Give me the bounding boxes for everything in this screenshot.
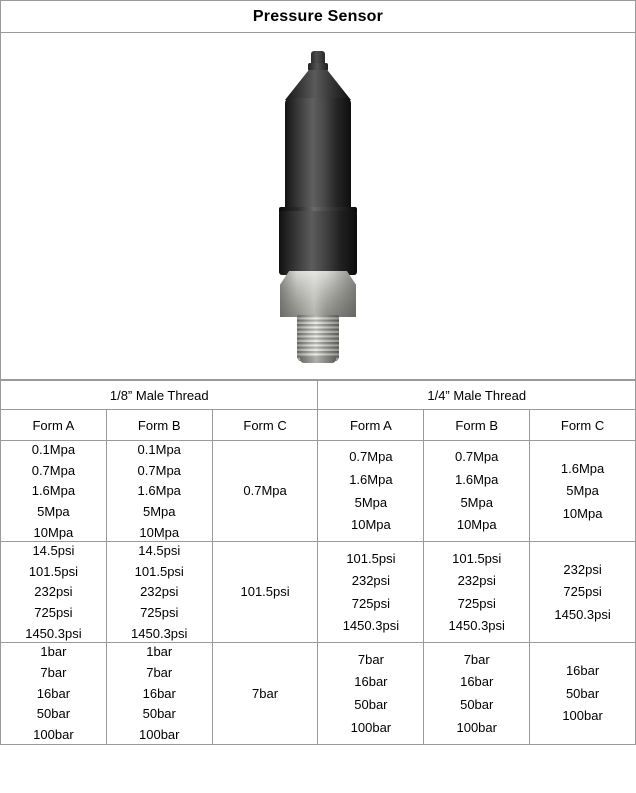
value-item: 232psi xyxy=(140,584,179,600)
value-item: 10Mpa xyxy=(351,517,391,533)
value-item: 16bar xyxy=(460,674,494,690)
value-item: 50bar xyxy=(142,706,176,722)
sensor-hex-nut-shading xyxy=(280,271,356,317)
value-item: 101.5psi xyxy=(28,563,78,579)
value-item: 0.1Mpa xyxy=(137,442,181,457)
value-list xyxy=(426,450,527,532)
value-item: 1450.3psi xyxy=(554,607,611,623)
value-item: 10Mpa xyxy=(562,505,603,521)
value-list xyxy=(215,687,316,701)
value-item: 0.7Mpa xyxy=(455,449,499,465)
cell-psi-form-c-1-4 xyxy=(530,542,636,643)
value-item: 1bar xyxy=(146,644,173,660)
sensor-shoulder xyxy=(285,70,351,100)
value-item: 10Mpa xyxy=(33,524,74,540)
cell-mpa-form-c-1-8 xyxy=(212,441,318,542)
value-list xyxy=(532,462,633,521)
value-list xyxy=(320,653,421,735)
value-item: 5Mpa xyxy=(354,494,388,510)
value-list xyxy=(109,443,210,539)
value-item: 14.5psi xyxy=(32,543,75,559)
value-item: 5Mpa xyxy=(460,494,493,510)
value-item: 16bar xyxy=(565,663,600,679)
group-header-1-4-male-thread: 1/4” Male Thread xyxy=(318,381,636,410)
value-item: 1450.3psi xyxy=(342,618,400,634)
value-item: 1.6Mpa xyxy=(31,483,76,499)
value-item: 16bar xyxy=(354,674,388,690)
value-item: 1450.3psi xyxy=(25,625,82,641)
column-header-form-a-1-8: Form A xyxy=(1,410,107,441)
group-header-1-8-male-thread: 1/8” Male Thread xyxy=(1,381,318,410)
value-item: 232psi xyxy=(34,584,73,600)
value-item: 50bar xyxy=(36,706,71,722)
table-row xyxy=(1,441,636,542)
column-header-form-b-1-4: Form B xyxy=(424,410,530,441)
column-header-form-b-1-8: Form B xyxy=(106,410,212,441)
value-item: 16bar xyxy=(36,685,71,701)
value-item: 50bar xyxy=(354,697,388,712)
value-item: 725psi xyxy=(457,595,496,611)
column-header-form-c-1-8: Form C xyxy=(212,410,318,441)
sensor-thread-tip xyxy=(300,357,336,363)
table-row xyxy=(1,542,636,643)
value-item: 725psi xyxy=(351,595,391,611)
sensor-body-upper xyxy=(285,98,351,218)
value-item: 14.5psi xyxy=(138,543,181,559)
value-item: 1450.3psi xyxy=(131,625,188,641)
value-item: 232psi xyxy=(457,573,496,589)
value-item: 7bar xyxy=(463,651,490,667)
cell-mpa-form-b-1-4 xyxy=(424,441,530,542)
value-item: 50bar xyxy=(460,697,494,712)
column-header-form-a-1-4: Form A xyxy=(318,410,424,441)
page-title-bar xyxy=(0,0,636,32)
value-item: 5Mpa xyxy=(566,483,599,499)
cell-psi-form-b-1-8 xyxy=(106,542,212,643)
cell-psi-form-a-1-4 xyxy=(318,542,424,643)
cell-bar-form-c-1-4 xyxy=(530,643,636,744)
value-item: 0.7Mpa xyxy=(349,449,393,465)
value-item: 0.7Mpa xyxy=(137,462,181,478)
value-item: 7bar xyxy=(40,665,67,681)
value-item: 7bar xyxy=(146,665,173,681)
sensor-body-lower xyxy=(279,211,357,275)
value-list xyxy=(426,653,527,735)
cell-bar-form-a-1-8 xyxy=(1,643,107,744)
value-item: 5Mpa xyxy=(142,503,176,519)
value-item: 16bar xyxy=(142,685,176,701)
value-item: 101.5psi xyxy=(452,550,502,566)
value-list xyxy=(320,552,421,634)
page-title: Pressure Sensor xyxy=(252,7,384,25)
cell-mpa-form-c-1-4 xyxy=(530,441,636,542)
cell-bar-form-c-1-8 xyxy=(212,643,318,744)
value-item: 0.7Mpa xyxy=(243,483,287,499)
value-item: 0.1Mpa xyxy=(31,442,76,457)
value-item: 7bar xyxy=(357,651,384,667)
value-item: 232psi xyxy=(351,573,391,589)
value-list xyxy=(532,563,633,622)
value-list xyxy=(320,450,421,532)
table-row xyxy=(1,643,636,744)
value-list xyxy=(3,443,104,539)
cell-psi-form-c-1-8 xyxy=(212,542,318,643)
value-item: 1bar xyxy=(40,644,67,660)
cell-psi-form-a-1-8 xyxy=(1,542,107,643)
value-list xyxy=(532,664,633,723)
cell-bar-form-b-1-8 xyxy=(106,643,212,744)
value-list xyxy=(215,585,316,599)
value-item: 101.5psi xyxy=(346,550,396,566)
value-item: 1.6Mpa xyxy=(137,483,181,499)
value-item: 100bar xyxy=(456,719,497,735)
cell-mpa-form-b-1-8 xyxy=(106,441,212,542)
value-item: 101.5psi xyxy=(240,584,290,600)
value-item: 1.6Mpa xyxy=(560,460,605,476)
value-list xyxy=(3,544,104,640)
value-item: 1450.3psi xyxy=(448,618,505,634)
cell-bar-form-a-1-4 xyxy=(318,643,424,744)
value-item: 100bar xyxy=(33,726,74,742)
table-group-header-row xyxy=(1,381,636,410)
cell-mpa-form-a-1-8 xyxy=(1,441,107,542)
value-item: 232psi xyxy=(563,561,602,577)
value-item: 725psi xyxy=(563,584,602,600)
value-item: 100bar xyxy=(139,726,180,742)
pressure-sensor-illustration xyxy=(228,51,408,361)
cell-psi-form-b-1-4 xyxy=(424,542,530,643)
pressure-range-table xyxy=(0,380,636,745)
value-list xyxy=(426,552,527,634)
value-item: 100bar xyxy=(562,708,603,724)
value-list xyxy=(109,645,210,741)
value-item: 1.6Mpa xyxy=(455,471,499,487)
value-item: 1.6Mpa xyxy=(349,471,393,487)
value-item: 10Mpa xyxy=(139,524,180,540)
value-item: 5Mpa xyxy=(37,503,70,519)
column-header-form-c-1-4: Form C xyxy=(530,410,636,441)
cell-mpa-form-a-1-4 xyxy=(318,441,424,542)
value-item: 50bar xyxy=(565,685,600,701)
value-list xyxy=(3,645,104,741)
value-list xyxy=(109,544,210,640)
value-item: 10Mpa xyxy=(456,517,497,533)
value-list xyxy=(215,484,316,498)
value-item: 725psi xyxy=(140,605,179,621)
value-item: 725psi xyxy=(34,605,73,621)
table-column-header-row xyxy=(1,410,636,441)
product-image-panel xyxy=(0,32,636,380)
sensor-threaded-shaft xyxy=(297,315,339,361)
value-item: 101.5psi xyxy=(134,563,184,579)
value-item: 0.7Mpa xyxy=(31,462,76,478)
sensor-connector-cap xyxy=(308,63,328,71)
value-item: 7bar xyxy=(252,685,279,701)
value-item: 100bar xyxy=(350,719,392,735)
cell-bar-form-b-1-4 xyxy=(424,643,530,744)
